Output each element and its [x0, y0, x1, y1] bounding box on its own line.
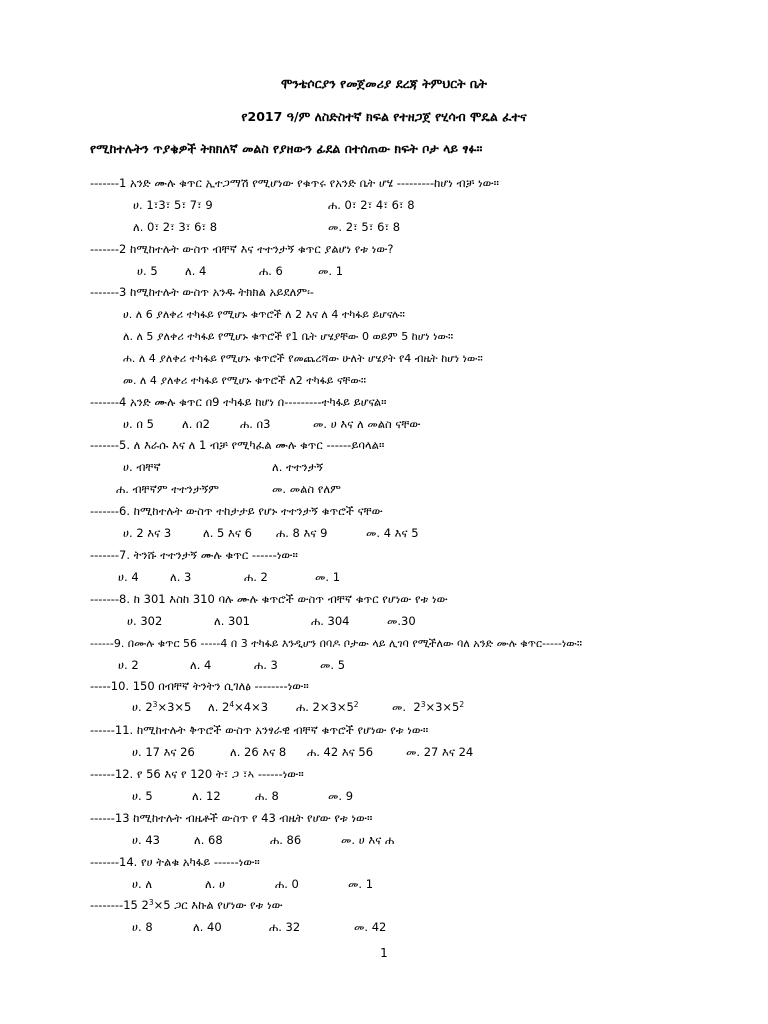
question-14-option-c: ሐ. 0	[275, 877, 299, 891]
question-14-option-b: ለ. ሀ	[205, 877, 226, 891]
question-12-option-c: ሐ. 8	[255, 789, 279, 803]
question-13-option-a: ሀ. 43	[132, 833, 160, 847]
question-9-option-a: ሀ. 2	[118, 658, 139, 672]
question-3-prompt: -------3 ከሚከተሉት ውስጥ አንዱ ትክክል አይደለም፡-	[90, 285, 314, 299]
question-7-option-d: መ. 1	[315, 570, 341, 584]
question-14-prompt: -------14. የሀ ትልቁ አካፋይ ------ነው።	[90, 855, 260, 869]
question-9-option-c: ሐ. 3	[254, 658, 278, 672]
question-1-prompt: -------1 አንድ ሙሉ ቁጥር ኢተጋማሽ የሚሆነው የቁጥሩ የአንድ ቤት ሆሄ ---------ከሆነ ብቻ ነው።	[90, 176, 499, 190]
question-6-option-c: ሐ. 8 እና 9	[276, 526, 328, 540]
question-9-option-b: ለ. 4	[190, 658, 212, 672]
question-15-option-b: ለ. 40	[193, 920, 222, 934]
question-8-option-a: ሀ. 302	[127, 614, 163, 628]
question-11-option-a: ሀ. 17 እና 26	[132, 745, 195, 759]
question-2-option-d: መ. 1	[318, 264, 344, 278]
question-10-option-b: ለ. $2^4\times 4\times 3$	[208, 700, 269, 714]
question-9-option-d: መ. 5	[320, 658, 346, 672]
question-10-option-c: ሐ. $2\times 3\times 5^2$	[296, 700, 359, 714]
question-5-option-d: መ. መልስ የለም	[272, 482, 341, 496]
question-13-prompt: ------13 ከሚከተሉት ብዜቶች ውስጥ የ 43 ብዜት የሆው የቱ ነው።	[90, 811, 373, 825]
question-4-option-b: ለ. በ2	[182, 417, 210, 431]
question-6-option-a: ሀ. 2 እና 3	[123, 526, 172, 540]
question-7-prompt: -------7. ትንሹ ተተንታኝ ሙሉ ቁጥር ------ነው።	[90, 548, 298, 562]
question-8-option-d: መ.30	[387, 614, 416, 628]
question-5-option-a: ሀ. ብቸኛ	[123, 460, 161, 474]
question-3-option-d: መ. ለ 4 ያለቀሪ ተካፋይ የሚሆኑ ቁጥሮች ለ2 ተካፋይ ናቸው።	[123, 374, 367, 387]
question-12-prompt: ------12. የ 56 እና የ 120 ት፣ ጋ ፣ኣ ------ነው።	[90, 767, 304, 781]
question-11-option-b: ለ. 26 እና 8	[230, 745, 287, 759]
question-7-option-b: ለ. 3	[170, 570, 192, 584]
question-4-option-a: ሀ. በ 5	[123, 417, 154, 431]
question-3-option-a: ሀ. ለ 6 ያለቀሪ ተካፋይ የሚሆኑ ቁጥሮች ለ 2 እና ለ 4 ተካፋይ ይሆናሉ።	[123, 308, 405, 321]
question-12-option-b: ለ. 12	[192, 789, 221, 803]
question-10-prompt: -----10. 150 በብቸኛ ትንትን ሲገለፅ --------ነው።	[90, 679, 309, 693]
question-9-prompt: ------9. በሙሉ ቁጥር 56 -----4 በ 3 ተካፋይ እንዲሆን በባዶ ቦታው ላይ ሊገባ የሚችለው ባለ አንድ ሙሉ ቁጥር-----ነው።	[90, 637, 582, 650]
school-name: ሞንቴሶርያን የመጀመሪያ ደረጃ ትምህርት ቤት	[280, 76, 487, 91]
instruction: የሚከተሉትን ጥያቄዎች ትክክለኛ መልስ የያዘውን ፊደል በተሰጠው ክፍት ቦታ ላይ ፃፉ።	[90, 141, 483, 156]
question-5-option-c: ሐ. ብቸኛም ተተንታኝም	[116, 482, 220, 496]
question-1-option-a: ሀ. 1፣3፣ 5፣ 7፣ 9	[133, 198, 213, 212]
question-13-option-c: ሐ. 86	[270, 833, 302, 847]
question-4-option-c: ሐ. በ3	[240, 417, 271, 431]
question-12-option-d: መ. 9	[328, 789, 354, 803]
question-4-prompt: -------4 አንድ ሙሉ ቁጥር በ9 ተካፋይ ከሆነ በ---------ተካፋይ ይሆናል።	[90, 395, 387, 409]
page-number: 1	[380, 946, 388, 960]
question-11-option-d: መ. 27 እና 24	[406, 745, 474, 759]
question-2-option-c: ሐ. 6	[259, 264, 283, 278]
question-15-option-a: ሀ. 8	[132, 920, 153, 934]
question-8-option-c: ሐ. 304	[311, 614, 350, 628]
question-8-option-b: ለ. 301	[214, 614, 250, 628]
question-5-option-b: ለ. ተተንታኝ	[272, 460, 324, 474]
question-8-prompt: -------8. ከ 301 እስከ 310 ባሉ ሙሉ ቁጥሮች ውስጥ ብቸኛ ቁጥር የሆነው የቱ ነው	[90, 592, 448, 606]
question-15-option-c: ሐ. 32	[269, 920, 301, 934]
question-10-option-a: ሀ. $2^3\times 3\times 5$	[132, 700, 192, 714]
question-2-option-a: ሀ. 5	[137, 264, 158, 278]
question-11-prompt: ------11. ከሚከተሉት ቅጥሮች ውስጥ አንፃራዊ ብቸኛ ቁጥሮች የሆነው የቱ ነው።	[90, 723, 429, 737]
question-7-option-c: ሐ. 2	[244, 570, 268, 584]
question-1-option-d: መ. 2፣ 5፣ 6፣ 8	[328, 220, 401, 234]
question-4-option-d: መ. ሀ እና ለ መልስ ናቸው	[313, 417, 421, 431]
question-5-prompt: -------5. ለ እራሱ እና ለ 1 ብቻ የሚካፈል ሙሉ ቁጥር ------ይባላል።	[90, 438, 385, 452]
question-6-option-b: ለ. 5 እና 6	[203, 526, 252, 540]
question-12-option-a: ሀ. 5	[132, 789, 153, 803]
question-6-prompt: -------6. ከሚከተሉት ውስጥ ተከታታይ የሆኑ ተተንታኝ ቁጥሮች ናቸው	[90, 504, 383, 518]
question-15-prompt: --------15 $2^3\times 5$ ጋር እኩል የሆነው የቱ ነው	[90, 898, 283, 912]
question-3-option-c: ሐ. ለ 4 ያለቀሪ ተካፋይ የሚሆኑ ቁጥሮች የመጨረሻው ሁለት ሆሄያት የ4 ብዜት ከሆነ ነው።	[123, 352, 483, 365]
question-2-prompt: -------2 ከሚከተሉት ውስጥ ብቸኛ እና ተተንታኝ ቁጥር ያልሆነ የቱ ነው?	[90, 242, 394, 256]
question-11-option-c: ሐ. 42 እና 56	[307, 745, 374, 759]
question-6-option-d: መ. 4 እና 5	[366, 526, 419, 540]
question-14-option-a: ሀ. ለ	[132, 877, 153, 891]
question-14-option-d: መ. 1	[348, 877, 374, 891]
question-13-option-b: ለ. 68	[194, 833, 223, 847]
question-2-option-b: ለ. 4	[185, 264, 207, 278]
question-1-option-c: ሐ. 0፣ 2፣ 4፣ 6፣ 8	[328, 198, 415, 212]
question-10-option-d: መ. $2^3\times 3\times 5^2$	[392, 700, 465, 714]
question-3-option-b: ለ. ለ 5 ያለቀሪ ተካፋይ የሚሆኑ ቁጥሮች የ1 ቤት ሆሄያቸው 0 ወይም 5 ከሆነ ነው።	[123, 330, 454, 343]
question-13-option-d: መ. ሀ እና ሐ	[341, 833, 395, 847]
question-15-option-d: መ. 42	[354, 920, 387, 934]
exam-title: የ2017 ዓ/ም ለስድስተኛ ክፍል የተዘጋጀ የሂሳብ ሞዴል ፈተና	[241, 109, 527, 124]
question-7-option-a: ሀ. 4	[118, 570, 139, 584]
question-1-option-b: ለ. 0፣ 2፣ 3፣ 6፣ 8	[133, 220, 218, 234]
